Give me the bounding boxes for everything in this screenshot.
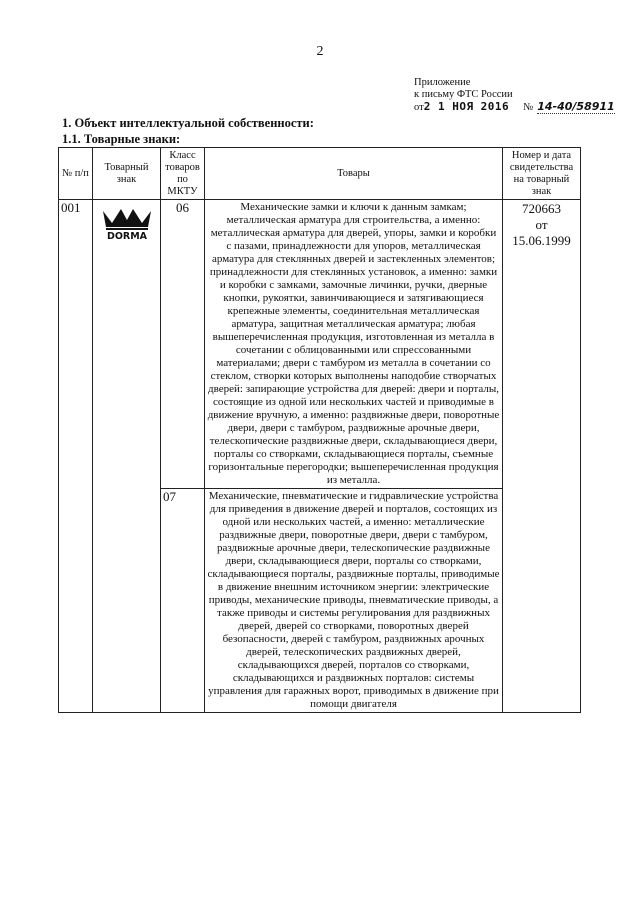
row-class-07: 07: [161, 489, 205, 713]
dorma-crown-logo: [95, 201, 158, 241]
reg-from: от: [535, 217, 548, 232]
trademark-table: [58, 147, 581, 713]
appendix-block: [414, 77, 615, 114]
reg-number: 720663: [522, 201, 561, 216]
appendix-line-1: Приложение: [414, 77, 471, 88]
row-goods-06: Механические замки и ключи к данным замкам; металлическая арматура для строительства, а именно: металлическая арматура для дверей, упоры, замки и коробки с пазами, принадлежности для упоров, металлическая арматура для стеклянных дверей и застекленных элементов; принадлежности для стеклянных установок, а именно: замки и коробки с замками, замочные личинки, ручки, дверные кнопки, рукоятки, завинчивающиеся и затягивающиеся крепежные элементы, соединительная металлическая арматура, защитная металлическая арматура; любая вышеперечисленная продукция, изготовленная из металла в сочетании с облицованными или спрессованными материалами; двери с тамбуром из металла в сочетании со стеклом, створки которых выполнены наподобие створчатых дверей: запирающие устройства для дверей: двери и порталы, состоящие из одной или нескольких частей и приводимые в движение вручную, а именно: раздвижные двери, поворотные двери, двери с тамбуром, раздвижные арочные двери, телескопические раздвижные двери, складывающиеся двери, порталы со створками, складывающиеся порталы, съемные горизонтальные перегородки; вышеперечисленная продукция из металла.: [205, 200, 503, 489]
header-reg: Номер и дата свидетельства на товарный знак: [503, 148, 581, 200]
appendix-number-handwritten: 14-40/58911: [537, 100, 615, 113]
crown-icon: [100, 207, 154, 241]
appendix-date-stamp: 2 1 НОЯ 2016: [423, 100, 510, 113]
header-goods: Товары: [205, 148, 503, 200]
header-mark: Товарный знак: [93, 148, 161, 200]
header-class: Класс товаров по МКТУ: [161, 148, 205, 200]
page-number: 2: [316, 44, 324, 59]
appendix-date-prefix: от: [414, 102, 424, 113]
table-row: [59, 200, 581, 489]
subsection-title: 1.1. Товарные знаки:: [62, 132, 181, 146]
table-header-row: [59, 148, 581, 200]
appendix-date-number-line: [414, 101, 615, 114]
row-registration: [503, 200, 581, 713]
appendix-number-sign: №: [523, 102, 534, 113]
row-class-06: 06: [161, 200, 205, 489]
appendix-line-2: к письму ФТС России: [414, 89, 513, 100]
logo-text: DORMA: [106, 231, 147, 241]
reg-date: 15.06.1999: [512, 233, 571, 248]
row-goods-07: Механические, пневматические и гидравлические устройства для приведения в движение дверей и порталов, состоящих из одной или нескольких частей, а именно: металлические раздвижные двери, поворотные двери, двери с тамбуром, раздвижные арочные двери, телескопические раздвижные двери, складывающиеся двери, порталы со створками, складывающиеся порталы, раздвижные порталы, приводимые в движение внешним источником энергии: электрические приводы, механические приводы, пневматические приводы, а также приводы и системы регулирования для раздвижных дверей, дверей со створками, поворотных дверей безопасности, дверей с тамбуром, раздвижных арочных дверей, телескопических раздвижных дверей, складывающихся дверей, порталов со створками, складывающихся и раздвижных порталов: системы управления для гаражных ворот, приводимых в движение при помощи двигателя: [205, 489, 503, 713]
row-mark: [93, 200, 161, 713]
section-title: 1. Объект интеллектуальной собственности:: [62, 116, 314, 130]
header-num: № п/п: [59, 148, 93, 200]
row-num: 001: [59, 200, 93, 713]
